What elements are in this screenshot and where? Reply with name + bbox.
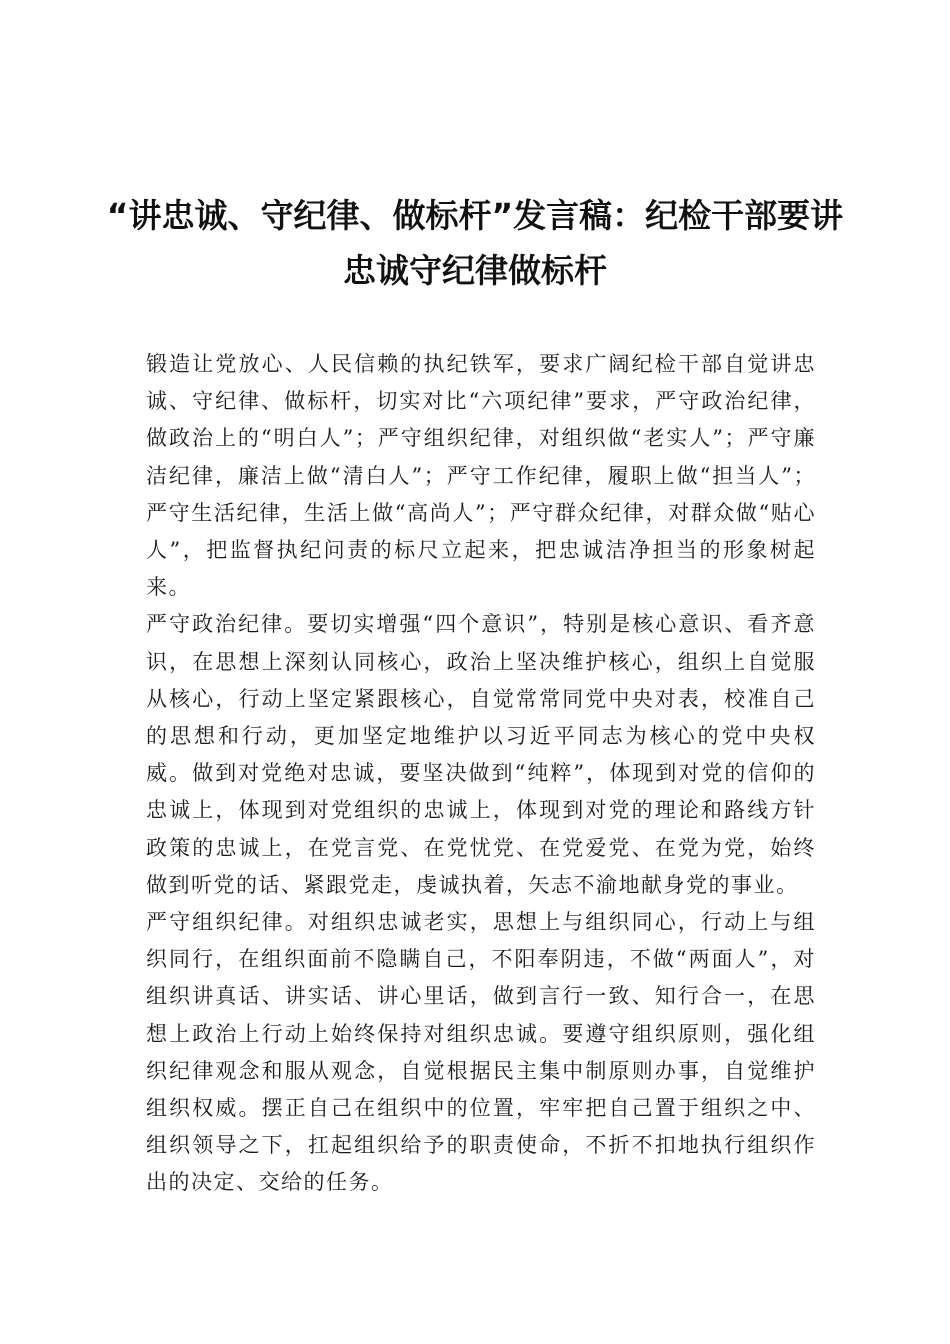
paragraph-intro: 锻造让党放心、人民信赖的执纪铁军，要求广阔纪检干部自觉讲忠诚、守纪律、做标杆，切实对比“六项纪律”要求，严守政治纪律，做政治上的“明白人”；严守组织纪律，对组织做“老实人”；严守廉洁纪律，廉洁上做“清白人”；严守工作纪律，履职上做“担当人”；严守生活纪律，生活上做“高尚人”；严守群众纪律，对群众做“贴心人”，把监督执纪问责的标尺立起来，把忠诚洁净担当的形象树起来。 <box>146 352 816 600</box>
document-body <box>146 346 816 1202</box>
paragraph-political-discipline: 严守政治纪律。要切实增强“四个意识”，特别是核心意识、看齐意识，在思想上深刻认同核心，政治上坚决维护核心，组织上自觉服从核心，行动上坚定紧跟核心，自觉常常同党中央对表，校准自己的思想和行动，更加坚定地维护以习近平同志为核心的党中央权威。做到对党绝对忠诚，要坚决做到“纯粹”，体现到对党的信仰的忠诚上，体现到对党组织的忠诚上，体现到对党的理论和路线方针政策的忠诚上，在党言党、在党忧党、在党爱党、在党为党，始终做到听党的话、紧跟党走，虔诚执着，矢志不渝地献身党的事业。 <box>146 612 816 897</box>
paragraph-organizational-discipline: 严守组织纪律。对组织忠诚老实，思想上与组织同心，行动上与组织同行，在组织面前不隐瞒自己，不阳奉阴违，不做“两面人”，对组织讲真话、讲实话、讲心里话，做到言行一致、知行合一，在思想上政治上行动上始终保持对组织忠诚。要遵守组织原则，强化组织纪律观念和服从观念，自觉根据民主集中制原则办事，自觉维护组织权威。摆正自己在组织中的位置，牢牢把自己置于组织之中、组织领导之下，扛起组织给予的职责使命，不折不扣地执行组织作出的决定、交给的任务。 <box>146 910 816 1195</box>
document-title: “讲忠诚、守纪律、做标杆”发言稿：纪检干部要讲忠诚守纪律做标杆 <box>106 196 844 290</box>
